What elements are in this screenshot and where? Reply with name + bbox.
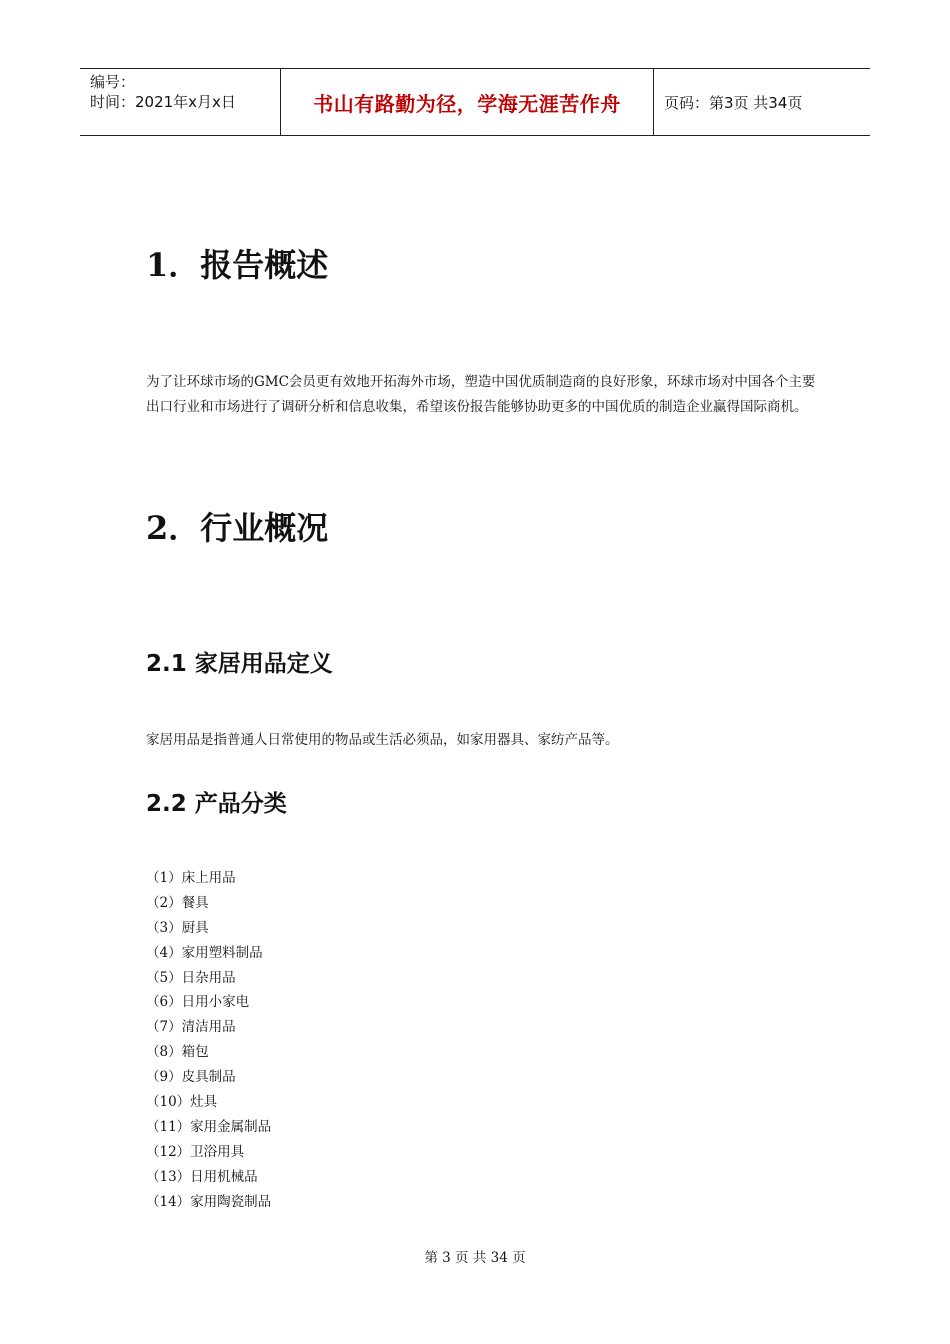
list-item: （9）皮具制品 — [146, 1069, 236, 1086]
section-1-title: 1．报告概述 — [146, 246, 329, 284]
list-item: （8）箱包 — [146, 1044, 209, 1061]
list-item: （12）卫浴用具 — [146, 1143, 245, 1160]
time-label: 时间：2021年x月x日 — [90, 93, 236, 111]
list-item: （13）日用机械品 — [146, 1168, 258, 1185]
section-2-title: 2．行业概况 — [146, 509, 329, 547]
list-item: （6）日用小家电 — [146, 994, 250, 1011]
page-header — [80, 68, 870, 136]
list-item: （4）家用塑料制品 — [146, 944, 263, 961]
list-item: （10）灶具 — [146, 1094, 218, 1111]
list-item: （2）餐具 — [146, 894, 209, 911]
list-item: （3）厨具 — [146, 919, 209, 936]
list-item: （7）清洁用品 — [146, 1019, 236, 1036]
list-item: （11）家用金属制品 — [146, 1118, 272, 1135]
list-item: （14）家用陶瓷制品 — [146, 1193, 272, 1210]
header-motto: 书山有路勤为径，学海无涯苦作舟 — [281, 69, 654, 135]
section-1-paragraph: 为了让环球市场的GMC会员更有效地开拓海外市场，塑造中国优质制造商的良好形象，环球市场对中国各个主要出口行业和市场进行了调研分析和信息收集，希望该份报告能够协助更多的中国优质的制造企业赢得国际商机。 — [146, 374, 816, 415]
section-2-1-title: 2.1 家居用品定义 — [146, 651, 333, 677]
list-item: （1）床上用品 — [146, 870, 236, 886]
header-meta — [80, 69, 281, 135]
product-category-list — [146, 866, 271, 1214]
list-item: （5）日杂用品 — [146, 969, 236, 986]
section-2-1-paragraph: 家居用品是指普通人日常使用的物品或生活必须品，如家用器具、家纺产品等。 — [146, 732, 619, 748]
section-2-2-title: 2.2 产品分类 — [146, 791, 287, 817]
number-label: 编号： — [90, 73, 136, 91]
page-footer: 第 3 页 共 34 页 — [424, 1250, 526, 1266]
header-page-label: 页码：第3页 共34页 — [664, 93, 803, 112]
